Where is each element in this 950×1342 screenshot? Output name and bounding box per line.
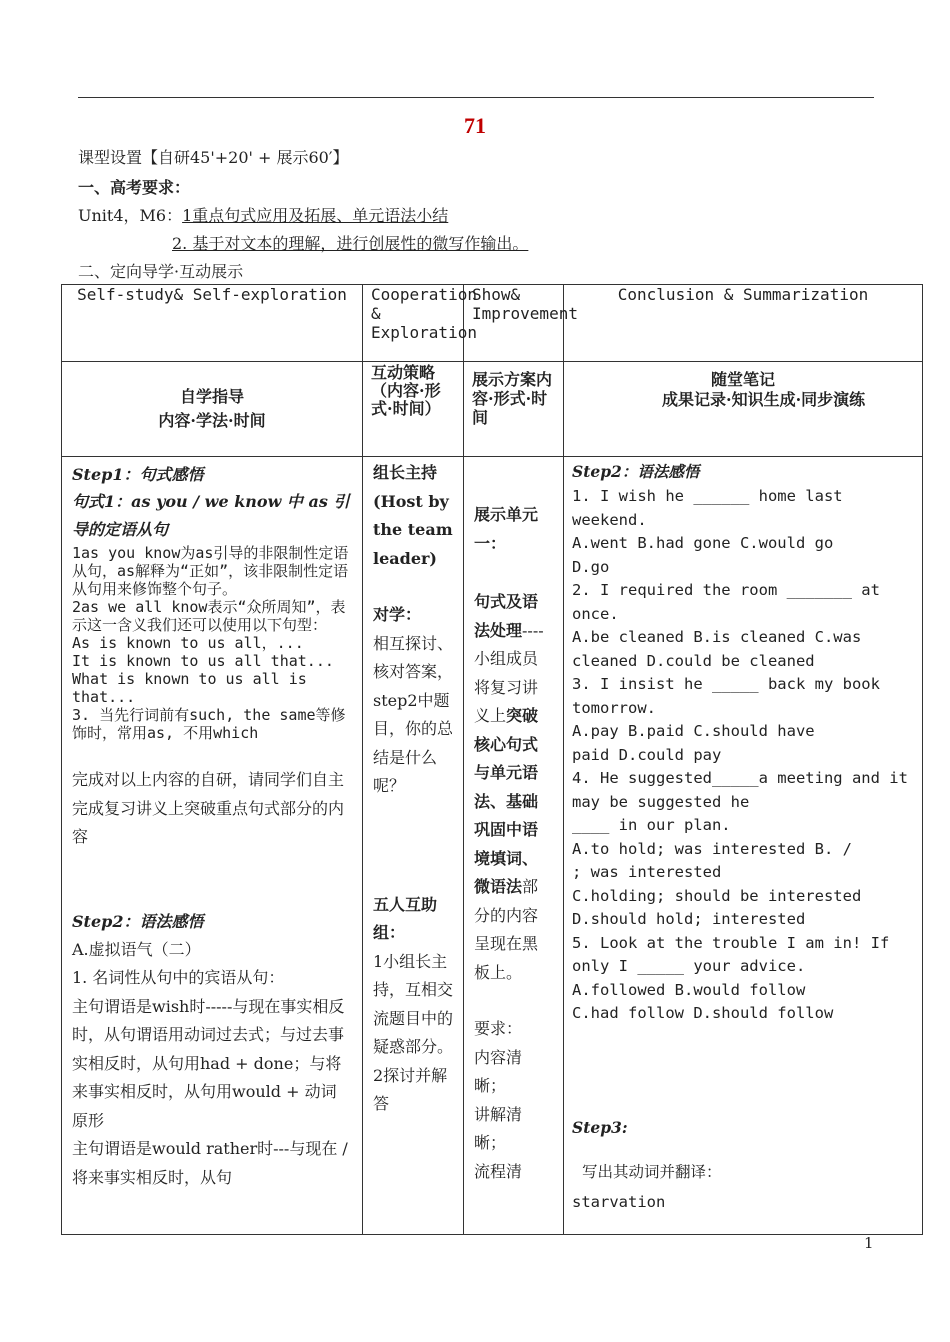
question-4-options-d: D.should hold; interested (572, 910, 806, 928)
notes-step2-title: Step2：语法感悟 (572, 462, 700, 481)
show-plan-text-1: ----小组成员将复习讲义上 (474, 620, 544, 725)
note-3: As is known to us all，... (72, 634, 304, 652)
subheader-show: 展示方案内容·形式·时间 (464, 362, 564, 457)
question-1: 1. I wish he ______ home last weekend. (572, 487, 843, 529)
section1-heading: 一、高考要求： (78, 178, 191, 197)
show-unit-title: 展示单元一： (474, 505, 539, 553)
question-1-options-b: D.go (572, 557, 610, 576)
group-step-1: 1小组长主持，互相交流题目中的疑惑部分。 (373, 951, 454, 1056)
question-4-options-a: A.to hold; was interested B. / (572, 839, 852, 858)
question-4-options-b: ; was interested (572, 863, 722, 881)
subjunctive-point-1: 1. 名词性从句中的宾语从句： (72, 968, 285, 987)
page-number: 1 (864, 1234, 874, 1252)
header-show: Show& Improvement (464, 285, 564, 362)
step3-instruction: 写出其动词并翻译： (582, 1163, 722, 1181)
course-setting: 课型设置【自研45'+20' + 展示60′】 (78, 148, 349, 167)
show-plan-title: 句式及语法处理 (474, 592, 539, 640)
requirement-prefix: Unit4，M6： (78, 206, 183, 225)
pair-study-text: 相互探讨、核对答案，step2中题目，你的总结是什么呢？ (373, 633, 454, 795)
page-title: 71 (464, 113, 486, 138)
subheader-self-study (62, 362, 363, 457)
show-plan-text-2: 部分的内容呈现在黑板上。 (474, 877, 539, 982)
col-conclusion (564, 457, 923, 1235)
subheader-self-study-l1: 自学指导 (179, 387, 244, 406)
question-5-options-b: C.had follow D.should follow (572, 1004, 834, 1022)
subjunctive-would-rather: 主句谓语是would rather时---与现在 / 将来事实相反时，从句 (72, 1139, 348, 1187)
note-4: It is known to us all that... (72, 652, 334, 670)
header-cooperation: Cooperation & Exploration (363, 285, 464, 362)
requirement-item-1: 1重点句式应用及拓展、单元语法小结 (182, 206, 449, 225)
question-2: 2. I required the room _______ at once. (572, 581, 880, 623)
note-5: What is known to us all is that... (72, 670, 307, 706)
question-3: 3. I insist he _____ back my book tomorrow. (572, 675, 880, 717)
question-1-options-a: A.went B.had gone C.would go (572, 534, 834, 552)
pattern1-title: 句式1：as you / we know 中 as 引导的定语从句 (72, 492, 350, 539)
group-step-2: 2探讨并解答 (373, 1065, 448, 1113)
step1-title: Step1：句式感悟 (72, 465, 204, 484)
col-self-study (62, 457, 363, 1235)
step2-title: Step2：语法感悟 (72, 911, 204, 931)
pair-study-title: 对学： (373, 605, 422, 624)
guide-table (61, 284, 923, 1235)
question-5-options-a: A.followed B.would follow (572, 980, 806, 999)
notes-step3-title: Step3: (572, 1117, 628, 1137)
subheader-cooperation: 互动策略（内容·形式·时间） (363, 362, 464, 457)
header-row-english (62, 285, 923, 362)
subheader-conclusion (564, 362, 923, 457)
header-conclusion: Conclusion & Summarization (564, 285, 923, 362)
question-4-continued: ____ in our plan. (572, 816, 731, 834)
question-3-options-b: paid D.could pay (572, 745, 722, 764)
header-self-study: Self-study& Self-exploration (62, 285, 363, 362)
show-plan (474, 588, 553, 987)
requirement-1: 内容清晰； (474, 1047, 523, 1095)
section2-heading: 二、定向导学·互动展示 (78, 262, 244, 281)
header-row-chinese (62, 362, 923, 457)
question-4-options-c: C.holding; should be interested (572, 886, 862, 905)
note-1: 1as you know为as引导的非限制性定语从句，as解释为“正如”，该非限制性定语从句用来修饰整个句子。 (72, 544, 349, 598)
content-row (62, 457, 923, 1235)
question-5: 5. Look at the trouble I am in! If only I _____ your advice. (572, 933, 890, 975)
header-rule (78, 97, 874, 98)
requirement-line-1 (78, 203, 448, 226)
show-plan-highlight: 突破核心句式与单元语法、基础巩固中语境填词、微语法 (474, 706, 539, 896)
col-show (464, 457, 564, 1235)
note-2: 2as we all know表示“众所周知”，表示这一含义我们还可以使用以下句型： (72, 598, 346, 634)
host-note: 组长主持(Host by the team leader) (373, 463, 453, 568)
question-2-options-b: cleaned D.could be cleaned (572, 651, 815, 670)
subjunctive-title: A.虚拟语气（二） (72, 939, 201, 959)
requirement-2: 讲解清晰； (474, 1104, 523, 1152)
group-title: 五人互助组： (373, 894, 438, 942)
note-6: 3. 当先行词前有such, the same等修饰时，常用as, 不用which (72, 706, 346, 742)
question-3-options-a: A.pay B.paid C.should have (572, 722, 815, 740)
question-4: 4. He suggested_____a meeting and it may be suggested he (572, 769, 908, 811)
step3-word: starvation (572, 1192, 666, 1211)
requirement-item-2: 2. 基于对文本的理解，进行创展性的微写作输出。 (172, 234, 529, 253)
pattern1-notes (72, 544, 352, 742)
col-cooperation (363, 457, 464, 1235)
requirement-line-2 (172, 231, 528, 254)
subheader-conclusion-l2: 成果记录·知识生成·同步演练 (662, 390, 866, 409)
requirement-title: 要求： (474, 1019, 523, 1038)
requirement-3: 流程清 (474, 1161, 523, 1181)
subjunctive-wish: 主句谓语是wish时-----与现在事实相反时，从句谓语用动词过去式；与过去事实相反时，从句用had + done；与将来事实相反时，从句用would + 动词原形 (72, 996, 345, 1130)
question-2-options-a: A.be cleaned B.is cleaned C.was (572, 628, 862, 646)
subheader-conclusion-l1: 随堂笔记 (710, 370, 775, 389)
subheader-self-study-l2: 内容·学法·时间 (158, 411, 266, 430)
self-study-task: 完成对以上内容的自研，请同学们自主完成复习讲义上突破重点句式部分的内容 (72, 770, 345, 846)
